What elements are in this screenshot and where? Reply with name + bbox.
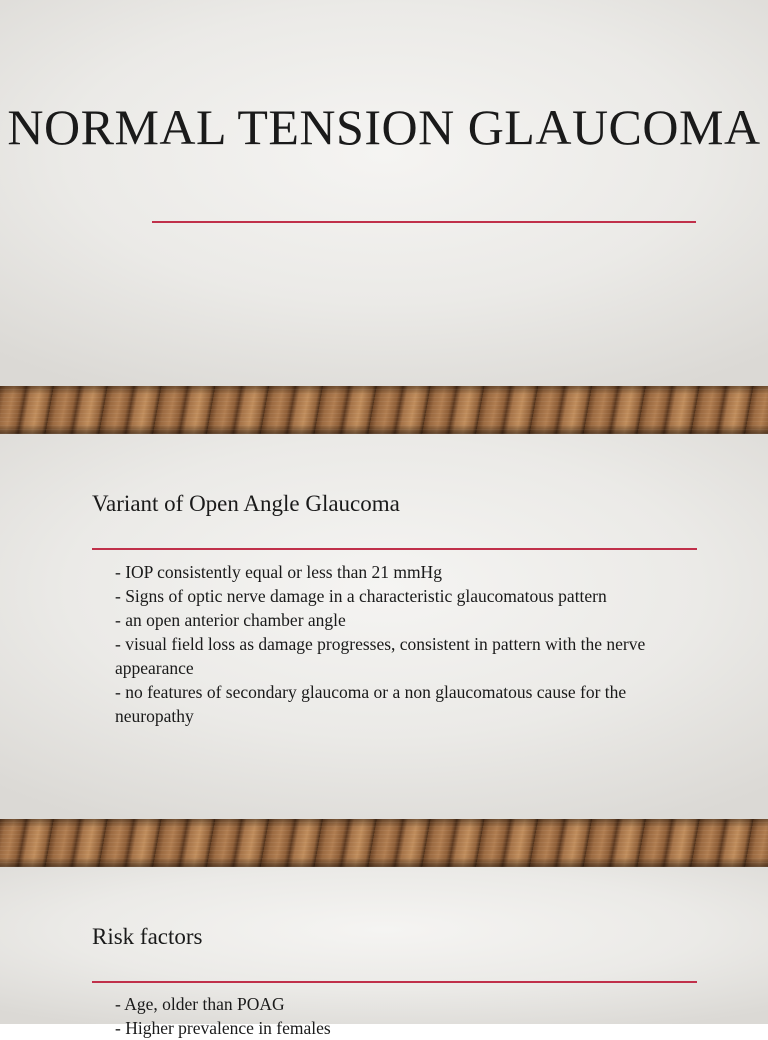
wood-floor-divider <box>0 819 768 867</box>
heading-underline <box>92 981 697 983</box>
list-item: - no features of secondary glaucoma or a non glaucomatous cause for the neuropathy <box>115 682 627 726</box>
list-item: - visual field loss as damage progresses, consistent in pattern with the nerve appearance <box>115 634 646 678</box>
slide-2 <box>0 434 768 819</box>
list-item: - Age, older than POAG <box>115 994 285 1014</box>
slide-heading: Risk factors <box>92 924 203 949</box>
slide-title: NORMAL TENSION GLAUCOMA <box>7 99 761 155</box>
title-underline <box>152 221 696 223</box>
list-item: - Higher prevalence in females <box>115 1018 331 1038</box>
heading-underline <box>92 548 697 550</box>
list-item: - an open anterior chamber angle <box>115 610 346 630</box>
slide-1 <box>0 0 768 386</box>
bullet-list <box>115 992 680 1040</box>
bullet-list <box>115 560 680 728</box>
wood-floor-divider <box>0 386 768 434</box>
list-item: - IOP consistently equal or less than 21 mmHg <box>115 562 442 582</box>
slide-heading: Variant of Open Angle Glaucoma <box>92 491 400 516</box>
list-item: - Signs of optic nerve damage in a characteristic glaucomatous pattern <box>115 586 607 606</box>
slide-3 <box>0 867 768 1038</box>
